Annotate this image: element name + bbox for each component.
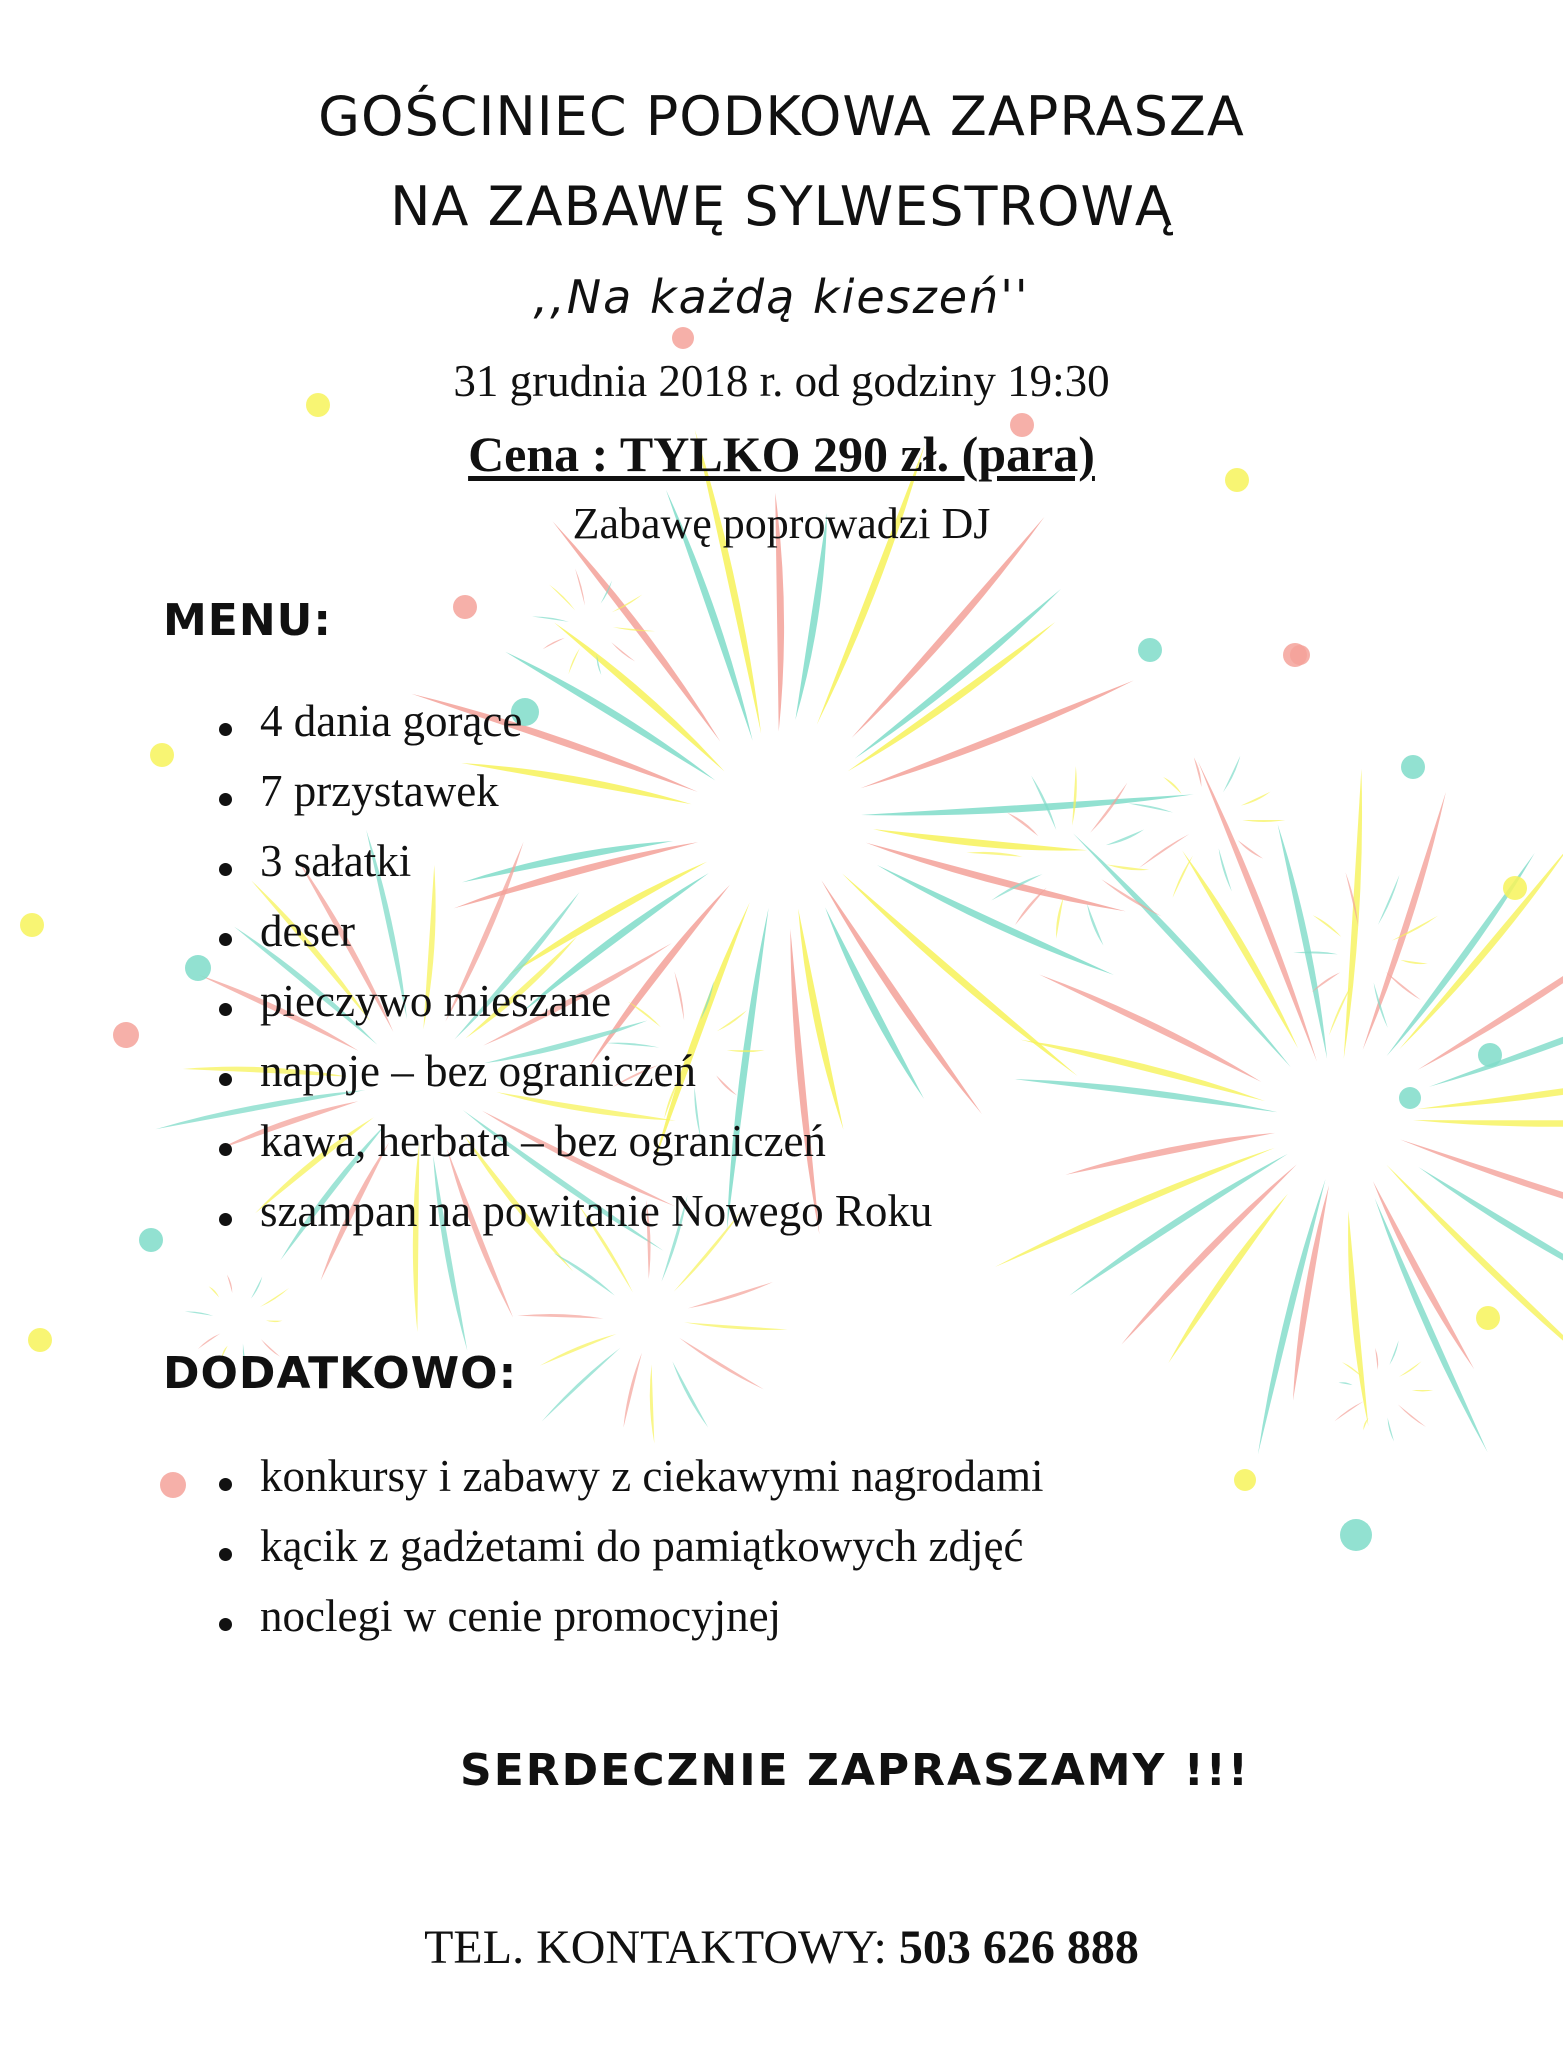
extras-heading: DODATKOWO:: [163, 1348, 518, 1399]
event-date: 31 grudnia 2018 r. od godziny 19:30: [453, 356, 1110, 406]
bullet-icon: [219, 723, 232, 736]
title-line-1: GOŚCINIEC PODKOWA ZAPRASZA: [318, 85, 1245, 148]
menu-heading: MENU:: [163, 595, 332, 646]
bullet-icon: [219, 1143, 232, 1156]
bullet-icon: [219, 1478, 232, 1491]
menu-item: 7 przystawek: [260, 766, 499, 816]
extras-item: konkursy i zabawy z ciekawymi nagrodami: [260, 1451, 1044, 1501]
extras-item: noclegi w cenie promocyjnej: [260, 1591, 782, 1641]
menu-item: napoje – bez ograniczeń: [260, 1046, 697, 1096]
price: Cena : TYLKO 290 zł. (para): [468, 426, 1095, 482]
phone-number: 503 626 888: [898, 1921, 1139, 1974]
contact-line: [0, 1920, 1563, 1975]
bullet-icon: [219, 863, 232, 876]
bullet-icon: [219, 1618, 232, 1631]
title-line-2: NA ZABAWĘ SYLWESTROWĄ: [390, 175, 1173, 238]
menu-item: pieczywo mieszane: [260, 976, 612, 1026]
bullet-icon: [219, 933, 232, 946]
menu-item: kawa, herbata – bez ograniczeń: [260, 1116, 826, 1166]
menu-item: szampan na powitanie Nowego Roku: [260, 1186, 933, 1236]
bullet-icon: [219, 1213, 232, 1226]
tagline: ,,Na każdą kieszeń'': [533, 270, 1030, 324]
bullet-icon: [219, 1548, 232, 1561]
bullet-icon: [219, 1003, 232, 1016]
bullet-icon: [219, 793, 232, 806]
bullet-icon: [219, 1073, 232, 1086]
host-dj: Zabawę poprowadzi DJ: [572, 499, 991, 548]
menu-item: 4 dania gorące: [260, 696, 523, 746]
closing-invitation: SERDECZNIE ZAPRASZAMY !!!: [460, 1745, 1250, 1796]
extras-item: kącik z gadżetami do pamiątkowych zdjęć: [260, 1521, 1024, 1571]
menu-item: 3 sałatki: [260, 836, 412, 886]
contact-label: TEL. KONTAKTOWY:: [424, 1921, 899, 1974]
menu-item: deser: [260, 906, 355, 956]
